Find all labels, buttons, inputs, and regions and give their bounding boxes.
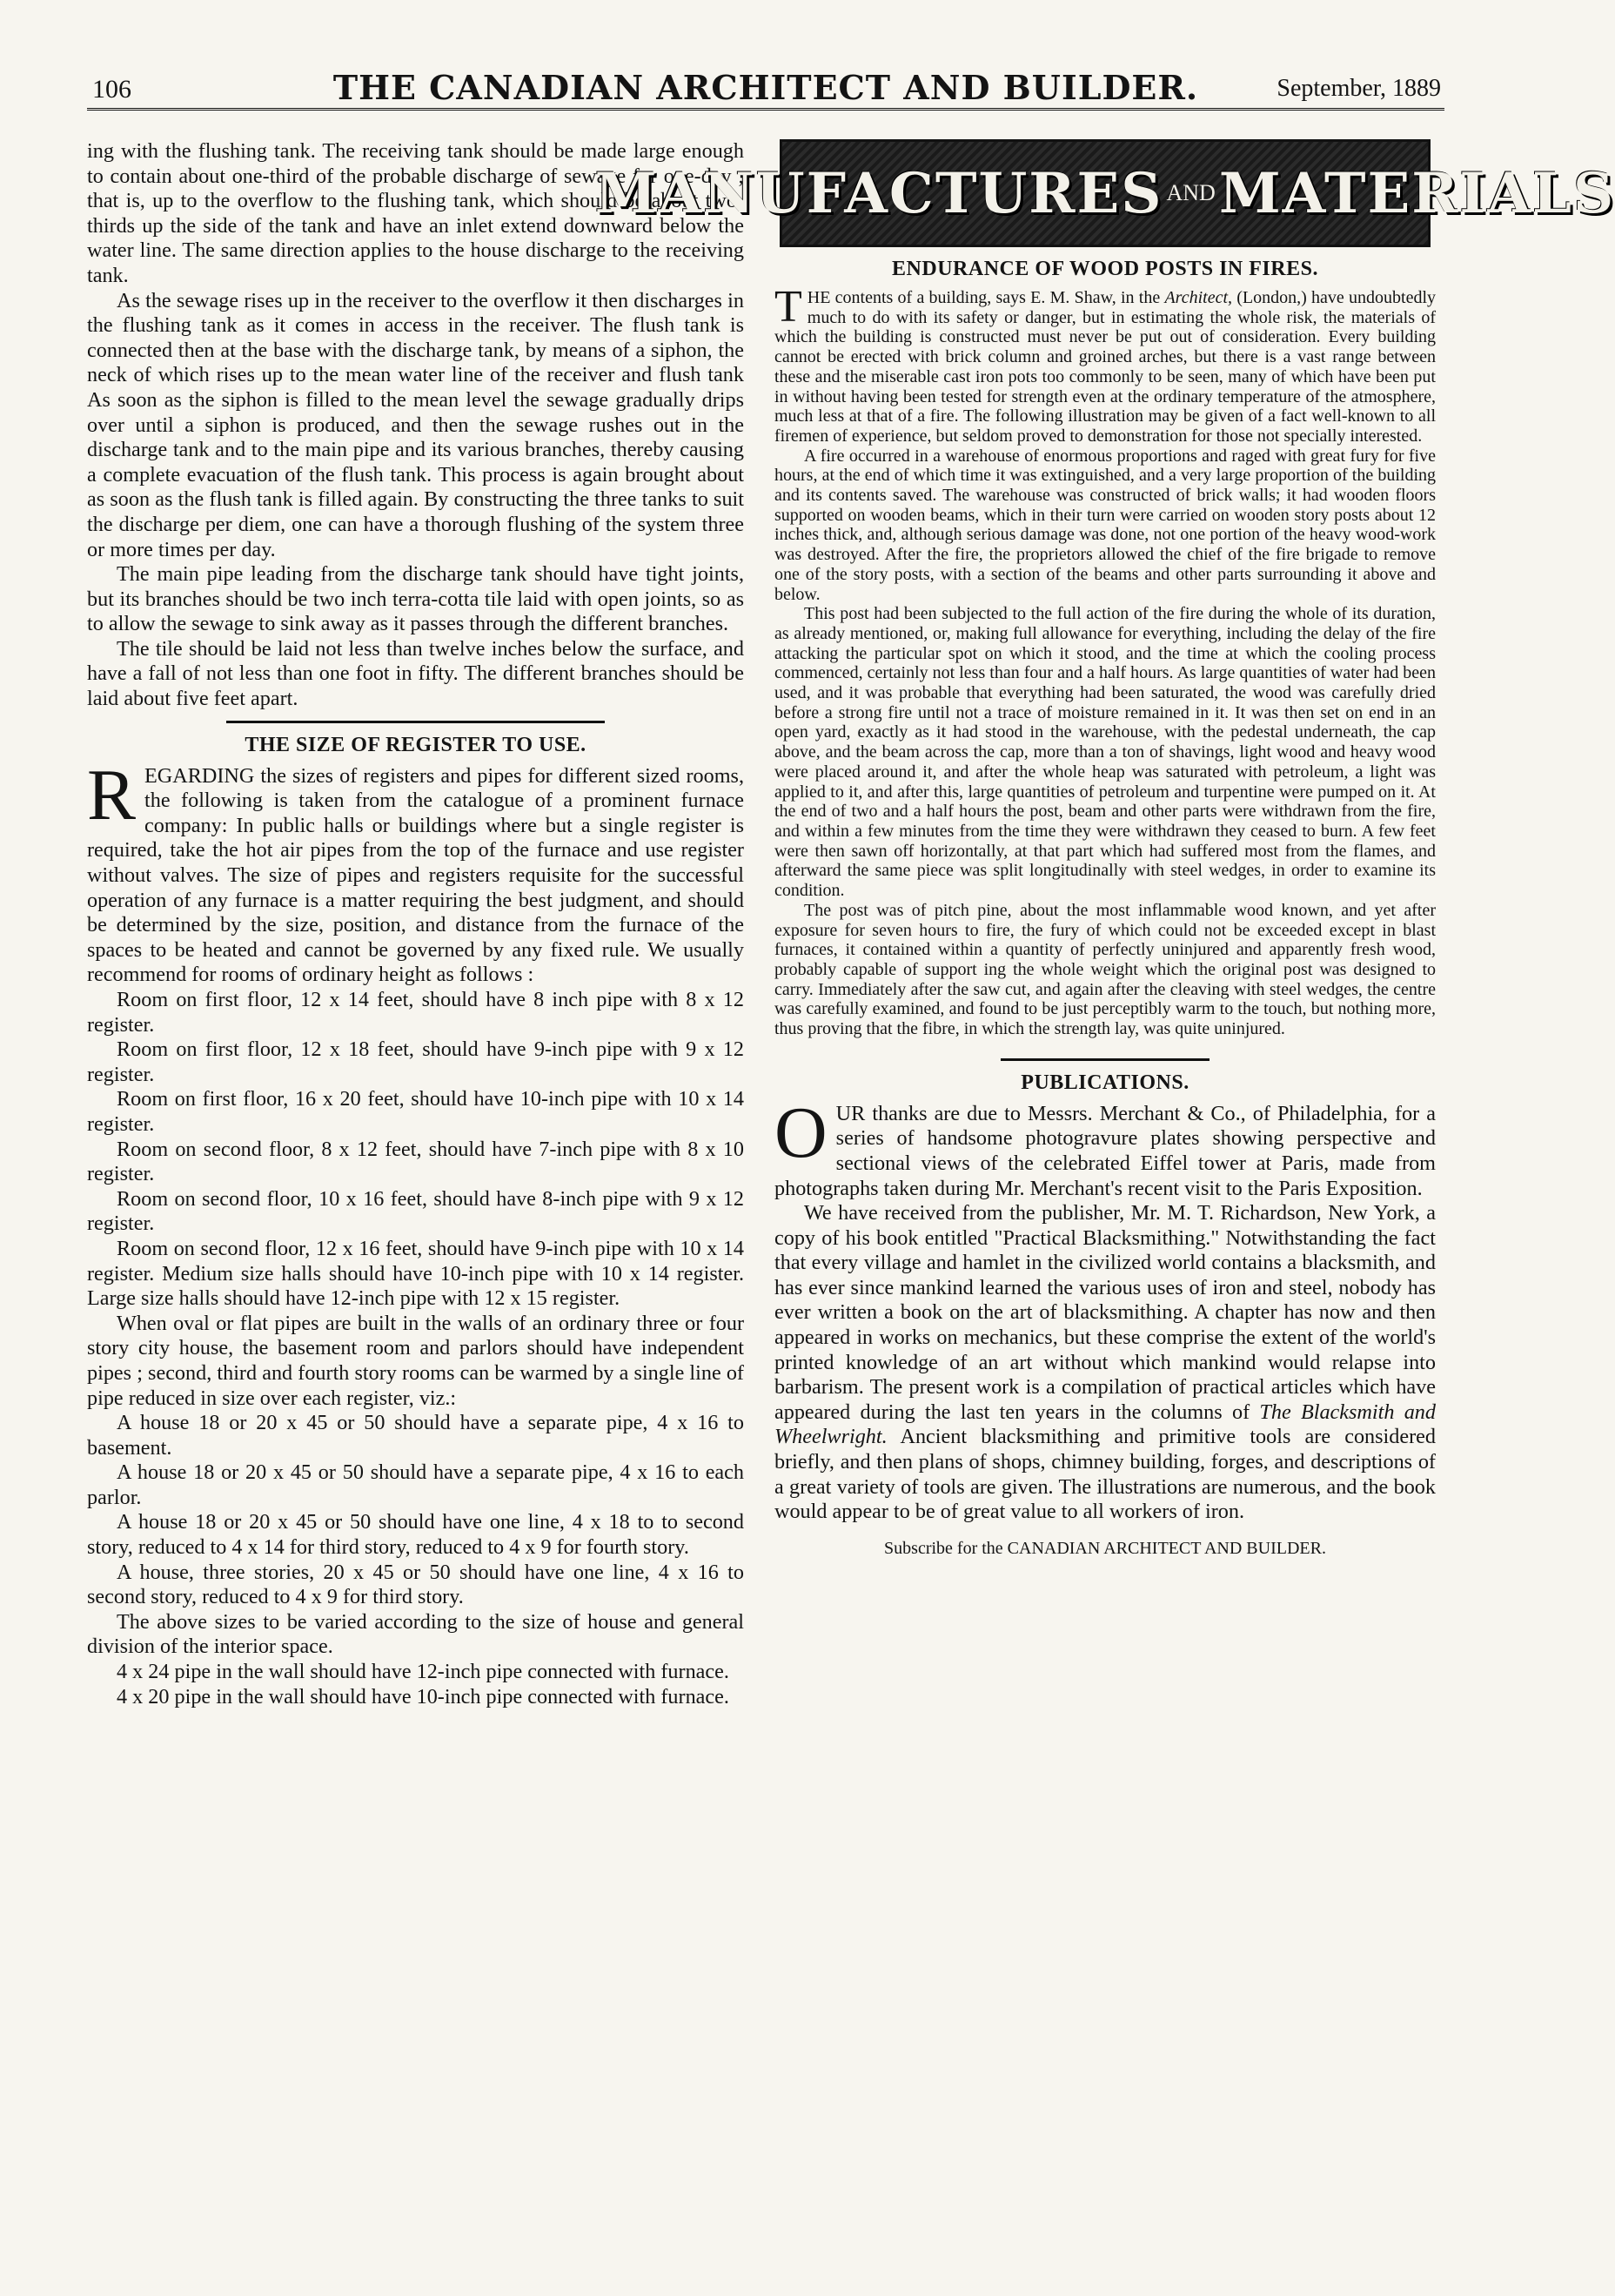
subscribe-line: Subscribe for the CANADIAN ARCHITECT AND BUILDER.: [884, 1538, 1326, 1558]
endurance-paragraph-2: A fire occurred in a warehouse of enormous proportions and raged with great fury for five hours, at the end of which time it was extinguished, and a very large proportion of the building and its contents saved. The warehouse was constructed of brick walls; it had wooden floors supported on wooden beams, which in their turn were carried on wooden story posts about 12 inches thick, and, although serious damage was done, not one portion of the heavy wood-work was destroyed. After the fire, the proprietors allowed the chief of the fire brigade to remove one of the story posts, with a section of the beams and other parts surrounding it above and below.: [774, 446, 1436, 604]
section-divider: [226, 721, 605, 723]
banner-word-manufactures: MANUFACTURES: [594, 160, 1163, 226]
house-item: A house, three stories, 20 x 45 or 50 should have one line, 4 x 16 to second story, reduced to 4 x 9 for third story.: [87, 1560, 744, 1609]
register-dropcap: R: [87, 754, 137, 836]
sewage-paragraph-2: As the sewage rises up in the receiver to the overflow it then discharges in the flushing tank as it comes in access in the receiver. The flush tank is connected then at the base with the discharge tank, by means of a siphon, the neck of which rises up to the mean water line of the receiver and flush tank As soon as the siphon is filled to the mean level the sewage gradually drips over until a siphon is produced, and then the sewage rushes out in the discharge tank and to the main pipe and its various branches, thereby causing a complete evacuation of the flush tank. This process is again brought about as soon as the flush tank is filled again. By constructing the three tanks to suit the discharge per diem, one can have a thorough flushing of the system three or more times per day.: [87, 288, 744, 561]
publications-p2-start: We have received from the publisher, Mr. M. T. Richardson, New York, a copy of his book entitled "Practical Blacksmithing." Notwithstanding the fact that every village and hamlet in the civilized world contains a blacksmith, and has ever since mankind learned the various uses of iron and steel, nobody has ever written a book on the art of blacksmithing. A chapter has now and then appeared in works on mechanics, but these comprise the extent of the world's printed knowledge of an art without which mankind would relapse into barbarism. The present work is a compilation of practical articles which have appeared during the last ten years in the columns of: [774, 1201, 1436, 1424]
publications-paragraph-2: [774, 1201, 1436, 1525]
endurance-article: [774, 258, 1436, 1039]
right-column: [594, 139, 1615, 1559]
issue-date: September, 1889: [1277, 75, 1441, 102]
publications-title: PUBLICATIONS.: [1021, 1071, 1189, 1094]
endurance-title: ENDURANCE OF WOOD POSTS IN FIRES.: [892, 258, 1318, 280]
journal-title: The Blacksmith and Wheelwright.: [774, 1400, 1436, 1449]
endurance-paragraph-4: The post was of pitch pine, about the most inflammable wood known, and yet after exposure for seven hours to fire, the fury of which could not be exceeded except in blast furnaces, it contained within a quantity of perfectly uninjured and apparently fresh wood, probably capable of support ing the whole weight which the original post was designed to carry. Immediately after the saw cut, and again after the cleaving with steel wedges, the centre was carefully examined, and found to be just perceptibly warm to the touch, but nothing more, thus proving that the fibre, in which the strength lay, was quite uninjured.: [774, 900, 1436, 1039]
room-item: Room on first floor, 12 x 18 feet, should have 9-inch pipe with 9 x 12 register.: [87, 1037, 744, 1086]
house-item: The above sizes to be varied according to the size of house and general division of the interior space.: [87, 1609, 744, 1659]
left-column: [87, 139, 744, 1709]
endurance-paragraph-1: [774, 282, 1436, 446]
house-item: A house 18 or 20 x 45 or 50 should have one line, 4 x 18 to to second story, reduced to 4 x 14 for third story, reduced to 4 x 9 for fourth story.: [87, 1510, 744, 1560]
sewage-paragraph-1: ing with the flushing tank. The receiving tank should be made large enough to contain about one-third of the probable discharge of sewage for one-day ; that is, up to the overflow to the flushing tank, which should be about two-thirds up the side of the tank and have an inlet extend downward below the water line. The same direction applies to the house discharge to the receiving tank.: [87, 139, 744, 287]
section-divider: [1001, 1058, 1210, 1061]
publications-paragraph-1: [774, 1091, 1436, 1201]
page-header: [87, 68, 1444, 111]
room-item: Room on second floor, 12 x 16 feet, should have 9-inch pipe with 10 x 14 register. Medium size halls should have 10-inch pipe with 10 x 14 register. Large size halls should have 12-inch pipe with 12 x 15 register.: [87, 1236, 744, 1311]
endurance-p1-rest: (London,) have undoubtedly much to do with its safety or danger, but in estimating the whole risk, the materials of which the building is constructed must never be put out of consideration. Every building cannot be erected with brick column and groined arches, but there is a vast range between these and the miserable cast iron pots too commonly to be seen, many of which have been put in without having been tested for strength even at the ordinary temperature of the atmosphere, much less at that of a fire. The following illustration may be given of a fact well-known to all firemen of experience, but seldom proved to demonstration for those not specially interested.: [774, 288, 1436, 446]
room-item: Room on first floor, 12 x 14 feet, should have 8 inch pipe with 8 x 12 register.: [87, 988, 744, 1037]
register-section-title: THE SIZE OF REGISTER TO USE.: [245, 733, 586, 756]
house-item: 4 x 24 pipe in the wall should have 12-inch pipe connected with furnace.: [117, 1660, 729, 1684]
endurance-p1-start: HE contents of a building, says E. M. Shaw, in the: [807, 288, 1165, 307]
oval-pipes-paragraph: When oval or flat pipes are built in the walls of an ordinary three or four story city house, the basement room and parlors should have independent pipes ; second, third and fourth story rooms can be warmed by a single line of pipe reduced in size over each register, viz.:: [87, 1311, 744, 1410]
page-number: 106: [92, 75, 131, 104]
manufactures-materials-banner: [594, 139, 1615, 247]
sewage-paragraph-3: The main pipe leading from the discharge tank should have tight joints, but its branches should be two inch terra-cotta tile laid with open joints, so as to allow the sewage to sink away as it passes through the different branches.: [87, 562, 744, 636]
room-item: Room on second floor, 10 x 16 feet, should have 8-inch pipe with 9 x 12 register.: [87, 1186, 744, 1236]
house-item: A house 18 or 20 x 45 or 50 should have a separate pipe, 4 x 16 to basement.: [87, 1411, 744, 1460]
banner-word-and: AND: [1166, 180, 1216, 205]
sewage-paragraph-4: The tile should be laid not less than twelve inches below the surface, and have a fall of not less than one foot in fifty. The different branches should be laid about five feet apart.: [87, 636, 744, 711]
register-intro-text: EGARDING the sizes of registers and pipes for different sized rooms, the following is taken from the catalogue of a prominent furnace company: In public halls or buildings where but a single register is required, take the hot air pipes from the top of the furnace and use register without valves. The size of pipes and registers requisite for the successful operation of any furnace is a matter requiring the best judgment, and should be determined by the size, position, and distance from the furnace of the spaces to be heated and cannot be governed by any fixed rule. We usually recommend for rooms of ordinary height as follows :: [87, 763, 744, 987]
publications-p1-text: UR thanks are due to Messrs. Merchant & Co., of Philadelphia, for a series of handsome photogravure plates showing perspective and sectional views of the celebrated Eiffel tower at Paris, made from photographs taken during Mr. Merchant's recent visit to the Paris Exposition.: [774, 1101, 1436, 1200]
endurance-paragraph-3: This post had been subjected to the full action of the fire during the whole of its duration, as already mentioned, or, making full allowance for everything, including the delay of the fire attacking the particular spot on which it stood, and the time at which the cooling process commenced, certainly not less than four and a half hours. As large quantities of water had been used, and it was probable that everything had been saturated, the wood was carefully dried before a strong fire until not a trace of moisture remained in it. It was then set on end in an open yard, exactly as it had stood in the warehouse, with the pedestal underneath, the cap above, and the beam across the cap, more than a ton of shavings, light wood and heavy wood were placed around it, and after the whole heap was saturated with petroleum, a light was applied to it, and after this, large quantities of petroleum and turpentine were pumped on it. At the end of two and a half hours the post, beam and other parts were withdrawn from the fire, and within a few minutes from the time they were withdrawn they ceased to burn. A few feet were then sawn off horizontally, at that part which had suffered most from the flames, and afterward the same piece was split longitudinally with steel wedges, in order to examine its condition.: [774, 604, 1436, 901]
house-item: A house 18 or 20 x 45 or 50 should have a separate pipe, 4 x 16 to each parlor.: [87, 1460, 744, 1509]
register-intro: [87, 754, 744, 988]
room-item: Room on second floor, 8 x 12 feet, should have 7-inch pipe with 8 x 10 register.: [87, 1137, 744, 1186]
endurance-dropcap: T: [774, 282, 802, 332]
publications-p2-rest: Ancient blacksmithing and primitive tools are considered briefly, and then plans of shops, chimney building, forges, and descriptions of a great variety of tools are given. The illustrations are numerous, and the book would appear to be of great value to all workers of iron.: [774, 1425, 1436, 1524]
room-item: Room on first floor, 16 x 20 feet, should have 10-inch pipe with 10 x 14 register.: [87, 1087, 744, 1136]
house-item: 4 x 20 pipe in the wall should have 10-inch pipe connected with furnace.: [117, 1684, 729, 1709]
masthead: THE CANADIAN ARCHITECT AND BUILDER.: [332, 68, 1199, 107]
banner-word-materials: MATERIALS: [1218, 160, 1615, 226]
endurance-source: Architect,: [1164, 288, 1233, 307]
publications-dropcap: O: [774, 1091, 828, 1173]
